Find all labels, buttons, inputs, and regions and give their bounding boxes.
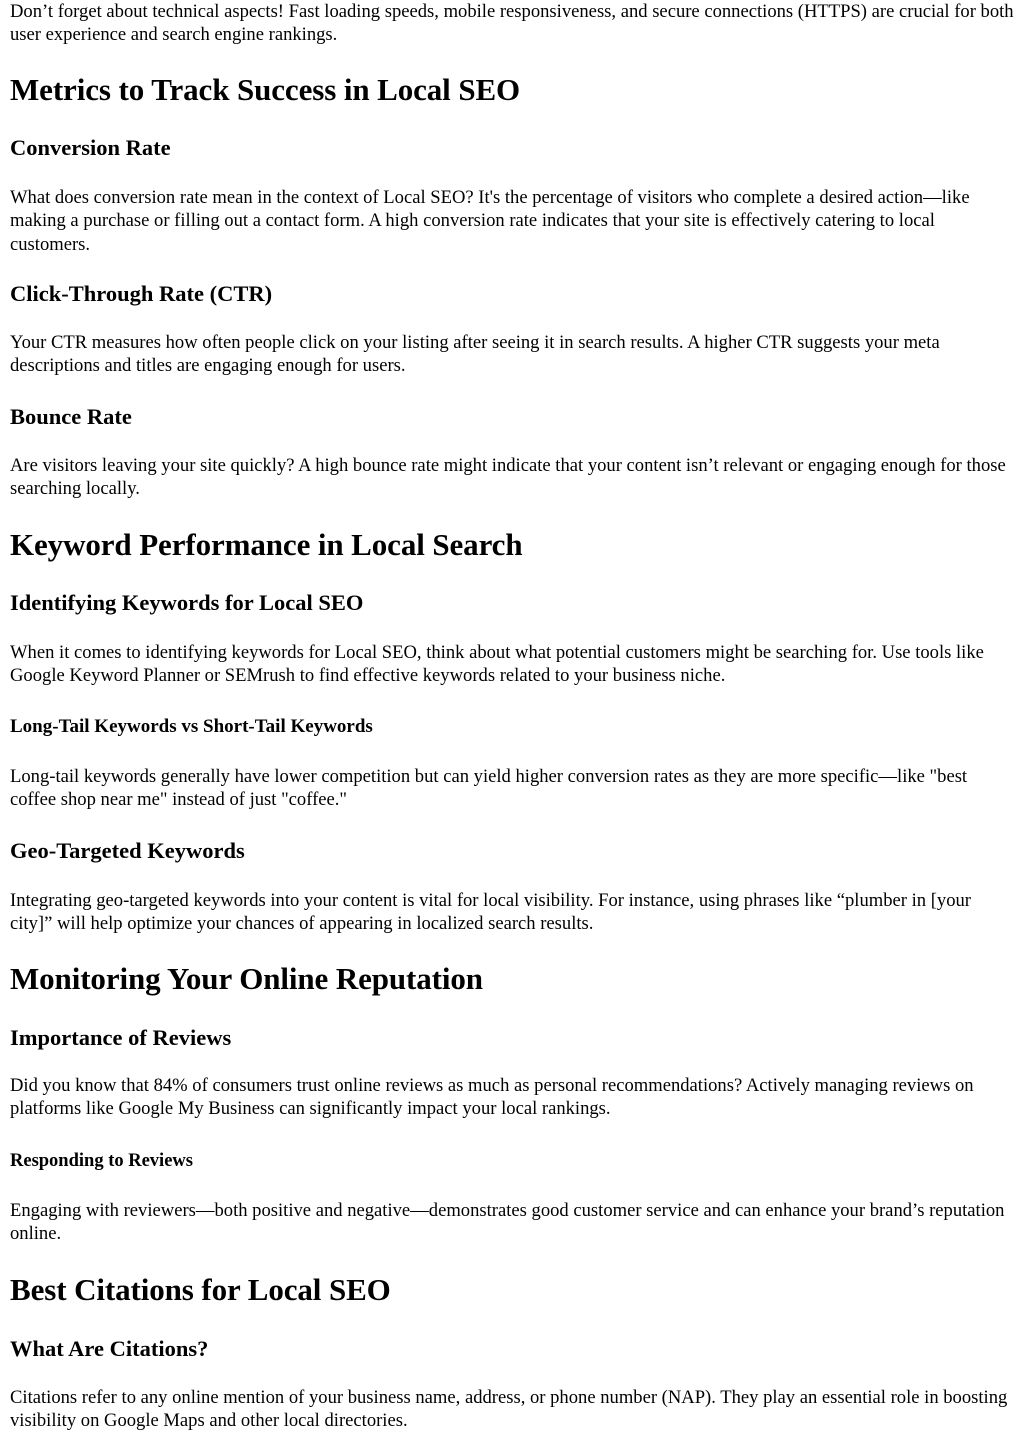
geo-targeted-keywords-heading: Geo-Targeted Keywords (10, 838, 245, 863)
long-vs-short-tail-paragraph: Long-tail keywords generally have lower competition but can yield higher conversion rates as they are more specific—like "best coffee shop near me" instead of just "coffee." (10, 766, 968, 811)
bounce-rate-heading: Bounce Rate (10, 404, 132, 429)
geo-targeted-keywords-paragraph: Integrating geo-targeted keywords into your content is vital for local visibility. For instance, using phrases like “plumber in [your city]” will help optimize your chances of appearing in localized search results. (10, 890, 971, 935)
long-vs-short-tail-heading: Long-Tail Keywords vs Short-Tail Keywords (10, 716, 373, 737)
ctr-heading: Click-Through Rate (CTR) (10, 281, 273, 306)
identifying-keywords-heading: Identifying Keywords for Local SEO (10, 590, 364, 615)
keywords-section-heading: Keyword Performance in Local Search (10, 527, 523, 562)
identifying-keywords-paragraph: When it comes to identifying keywords for Local SEO, think about what potential customers might be searching for. Use tools like Google Keyword Planner or SEMrush to find effective keywords related to your business niche. (10, 642, 984, 687)
ctr-paragraph: Your CTR measures how often people click on your listing after seeing it in search results. A higher CTR suggests your meta descriptions and titles are engaging enough for users. (10, 332, 940, 377)
reviews-importance-paragraph: Did you know that 84% of consumers trust online reviews as much as personal recommendations? Actively managing reviews on platforms like Google My Business can significantly impact your local rankings. (10, 1075, 974, 1120)
what-are-citations-heading: What Are Citations? (10, 1336, 209, 1361)
metrics-section-heading: Metrics to Track Success in Local SEO (10, 72, 521, 107)
bounce-rate-paragraph: Are visitors leaving your site quickly? A high bounce rate might indicate that your content isn’t relevant or engaging enough for those searching locally. (10, 455, 1006, 500)
responding-reviews-heading: Responding to Reviews (10, 1151, 193, 1171)
intro-paragraph: Don’t forget about technical aspects! Fast loading speeds, mobile responsiveness, and secure connections (HTTPS) are crucial for both user experience and search engine rankings. (10, 1, 1014, 46)
conversion-rate-heading: Conversion Rate (10, 135, 171, 160)
reputation-section-heading: Monitoring Your Online Reputation (10, 961, 483, 996)
what-are-citations-paragraph: Citations refer to any online mention of your business name, address, or phone number (NAP). They play an essential role in boosting visibility on Google Maps and other local directories. (10, 1387, 1008, 1432)
responding-reviews-paragraph: Engaging with reviewers—both positive and negative—demonstrates good customer service and can enhance your brand’s reputation online. (10, 1200, 1005, 1245)
citations-section-heading: Best Citations for Local SEO (10, 1272, 391, 1307)
reviews-importance-heading: Importance of Reviews (10, 1025, 232, 1050)
conversion-rate-paragraph: What does conversion rate mean in the context of Local SEO? It's the percentage of visitors who complete a desired action—like making a purchase or filling out a contact form. A high conversion rate indicates that your site is effectively catering to local customers. (10, 187, 970, 255)
